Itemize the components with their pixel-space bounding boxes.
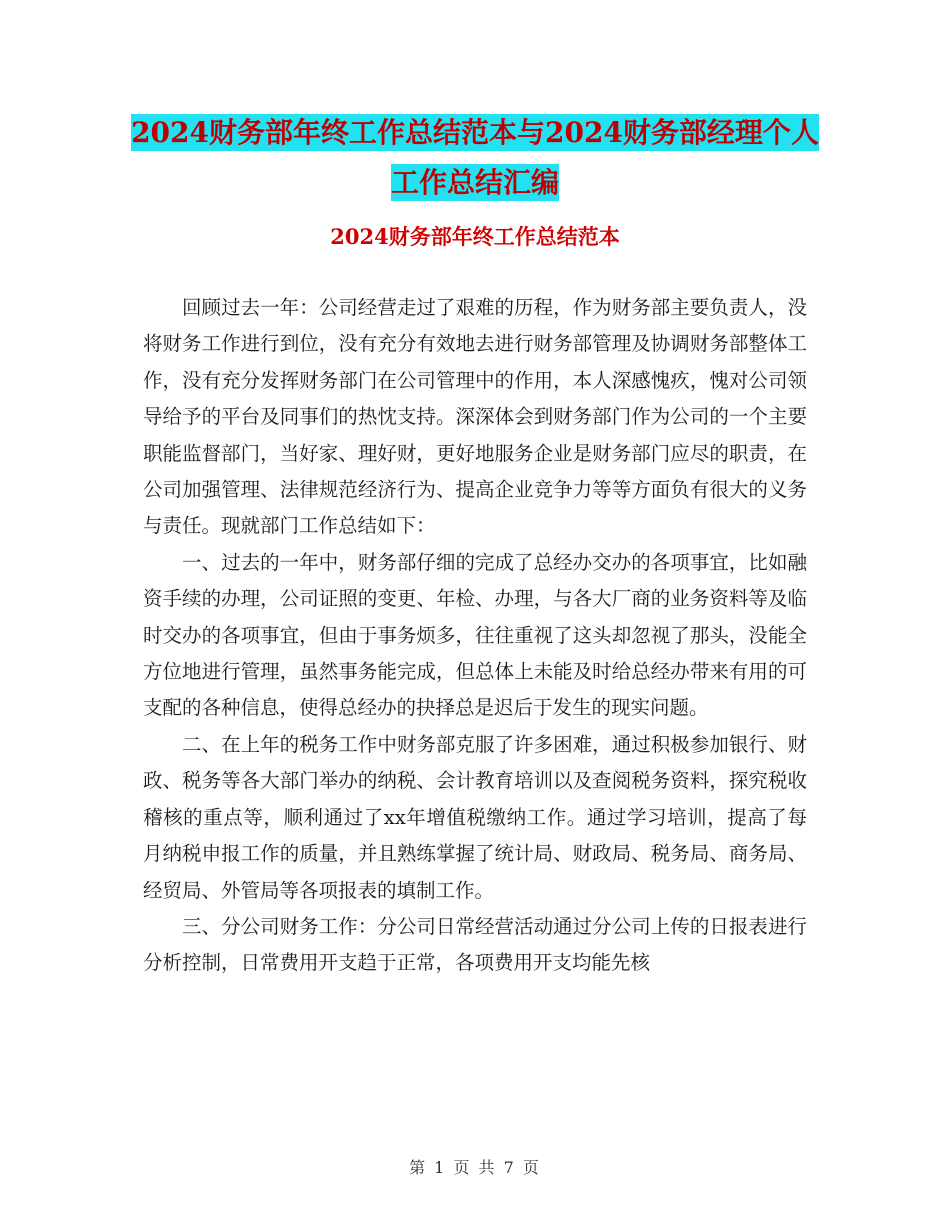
- title-line-1: 2024财务部年终工作总结范本与2024财务部经理个人: [131, 116, 819, 149]
- document-title: [120, 108, 830, 208]
- document-body: [143, 290, 807, 982]
- section-title: 2024财务部年终工作总结范本: [330, 224, 620, 249]
- paragraph-item-1: 一、过去的一年中，财务部仔细的完成了总经办交办的各项事宜，比如融资手续的办理，公司证照的变更、年检、办理，与各大厂商的业务资料等及临时交办的各项事宜，但由于事务烦多，往往重视了这头却忽视了那头，没能全方位地进行管理，虽然事务能完成，但总体上未能及时给总经办带来有用的可支配的各种信息，使得总经办的抉择总是迟后于发生的现实问题。: [143, 550, 807, 720]
- paragraph-item-3: 三、分公司财务工作：分公司日常经营活动通过分公司上传的日报表进行分析控制，日常费用开支趋于正常，各项费用开支均能先核: [143, 914, 807, 975]
- page-footer: 第 1 页 共 7 页: [409, 1158, 541, 1177]
- paragraph-item-2: 二、在上年的税务工作中财务部克服了许多困难，通过积极参加银行、财政、税务等各大部门举办的纳税、会计教育培训以及查阅税务资料，探究税收稽核的重点等，顺利通过了xx年增值税缴纳工作。通过学习培训，提高了每月纳税申报工作的质量，并且熟练掌握了统计局、财政局、税务局、商务局、经贸局、外管局等各项报表的填制工作。: [143, 732, 807, 902]
- paragraph-intro: 回顾过去一年：公司经营走过了艰难的历程，作为财务部主要负责人，没将财务工作进行到位，没有充分有效地去进行财务部管理及协调财务部整体工作，没有充分发挥财务部门在公司管理中的作用，本人深感愧疚，愧对公司领导给予的平台及同事们的热忱支持。深深体会到财务部门作为公司的一个主要职能监督部门，当好家、理好财，更好地服务企业是财务部门应尽的职责，在公司加强管理、法律规范经济行为、提高企业竞争力等等方面负有很大的义务与责任。现就部门工作总结如下：: [143, 296, 807, 538]
- title-line-2: 工作总结汇编: [390, 166, 559, 199]
